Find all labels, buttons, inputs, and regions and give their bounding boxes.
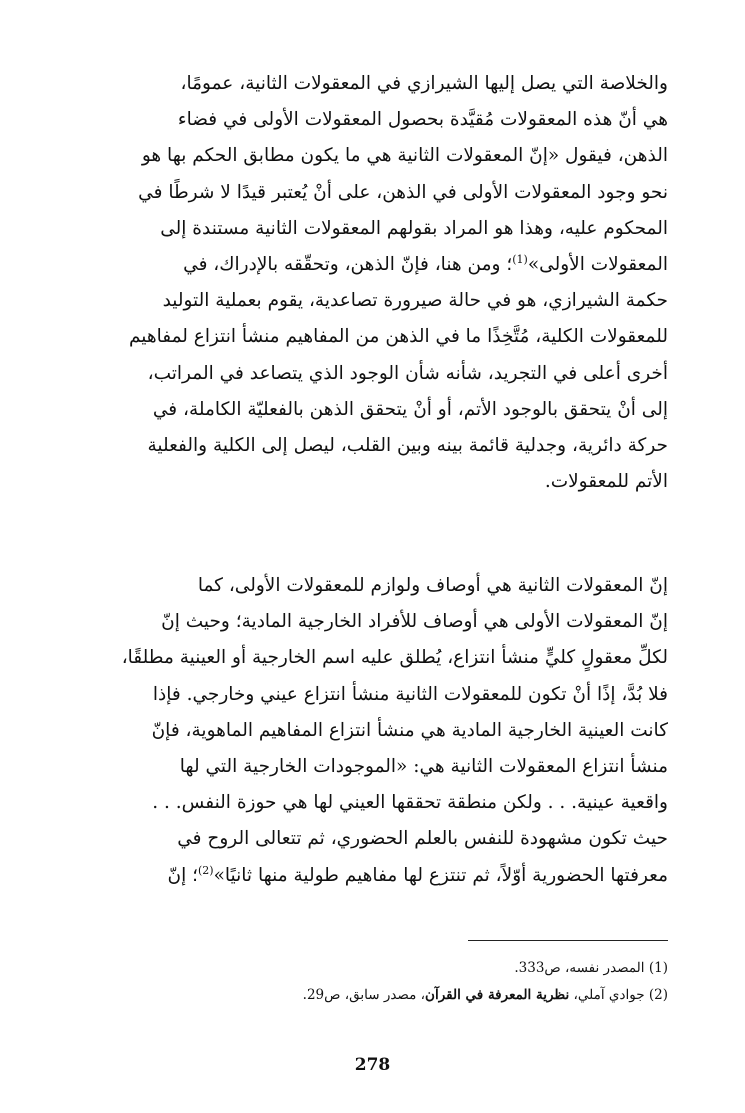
text-line-with-footnote-ref: [78, 247, 668, 283]
footnote-divider: [468, 940, 668, 941]
text-line-with-footnote-ref: [78, 858, 668, 894]
text-line: حركة دائرية، وجدلية قائمة بينه وبين القلب، ليصل إلى الكلية والفعلية: [147, 435, 668, 457]
text-line: فلا بُدَّ، إذًا أنْ تكون للمعقولات الثانية منشأ انتزاع عيني وخارجي. فإذا: [152, 683, 668, 705]
footnote-text: ، مصدر سابق، ص29.: [302, 987, 426, 1003]
text-line: المحكوم عليه، وهذا هو المراد بقولهم المعقولات الثانية مستندة إلى: [160, 217, 668, 239]
text-fragment: ؛ ومن هنا، فإنّ الذهن، وتحقّقه بالإدراك، في: [183, 254, 513, 276]
text-line: والخلاصة التي يصل إليها الشيرازي في المعقولات الثانية، عمومًا،: [180, 73, 668, 94]
footnote-ref-2[interactable]: (2): [198, 863, 214, 877]
footnote-text: جوادي آملي،: [569, 987, 645, 1003]
text-line: هي أنّ هذه المعقولات مُقيَّدة بحصول المعقولات الأولى في فضاء: [177, 109, 668, 131]
page-number: 278: [354, 1055, 391, 1075]
text-line: كانت العينية الخارجية المادية هي منشأ انتزاع المفاهيم الماهوية، فإنّ: [151, 719, 668, 741]
footnote-2: [220, 982, 668, 1009]
text-fragment: معرفتها الحضورية أوّلاً، ثم تنتزع لها مفاهيم طولية منها ثانيًا»: [213, 864, 668, 886]
text-line: منشأ انتزاع المعقولات الثانية هي: «الموجودات الخارجية التي لها: [179, 756, 668, 778]
text-fragment: المعقولات الأولى»: [527, 254, 668, 276]
text-line: الأتم للمعقولات.: [544, 471, 668, 493]
footnote-book-title: نظرية المعرفة في القرآن: [425, 987, 570, 1003]
text-line: نحو وجود المعقولات الأولى في الذهن، على أنْ يُعتبر قيدًا لا شرطًا في: [138, 181, 668, 203]
footnote-ref-1[interactable]: (1): [512, 252, 528, 266]
footnote-text: المصدر نفسه، ص333.: [514, 960, 645, 976]
text-line: إلى أنْ يتحقق بالوجود الأتم، أو أنْ يتحقق الذهن بالفعليّة الكاملة، في: [152, 398, 668, 420]
footnote-1: [220, 955, 668, 982]
paragraph-2: [78, 568, 668, 894]
text-line: إنّ المعقولات الأولى هي أوصاف للأفراد الخارجية المادية؛ وحيث إنّ: [161, 611, 668, 633]
text-line: للمعقولات الكلية، مُتَّخِذًا ما في الذهن من المفاهيم منشأ انتزاع لمفاهيم: [128, 326, 668, 348]
text-line: واقعية عينية. . . ولكن منطقة تحققها العيني لها هي حوزة النفس. . .: [152, 792, 668, 814]
text-line: أخرى أعلى في التجريد، شأنه شأن الوجود الذي يتصاعد في المراتب،: [147, 362, 668, 384]
text-line: إنّ المعقولات الثانية هي أوصاف ولوازم للمعقولات الأولى، كما: [197, 575, 668, 596]
text-fragment: ؛ إنّ: [167, 864, 198, 886]
text-line: لكلِّ معقولٍ كليٍّ منشأ انتزاع، يُطلق عليه اسم الخارجية أو العينية مطلقًا،: [121, 647, 668, 669]
text-line: حكمة الشيرازي، هو في حالة صيرورة تصاعدية، يقوم بعملية التوليد: [162, 290, 668, 312]
footnote-number: (2): [648, 987, 668, 1003]
text-line: حيث تكون مشهودة للنفس بالعلم الحضوري، ثم تتعالى الروح في: [177, 828, 668, 850]
text-line: الذهن، فيقول «إنّ المعقولات الثانية هي ما يكون مطابق الحكم بها هو: [141, 145, 668, 167]
footnotes: [220, 955, 668, 1009]
footnote-number: (1): [648, 960, 668, 976]
paragraph-1: [78, 66, 668, 500]
